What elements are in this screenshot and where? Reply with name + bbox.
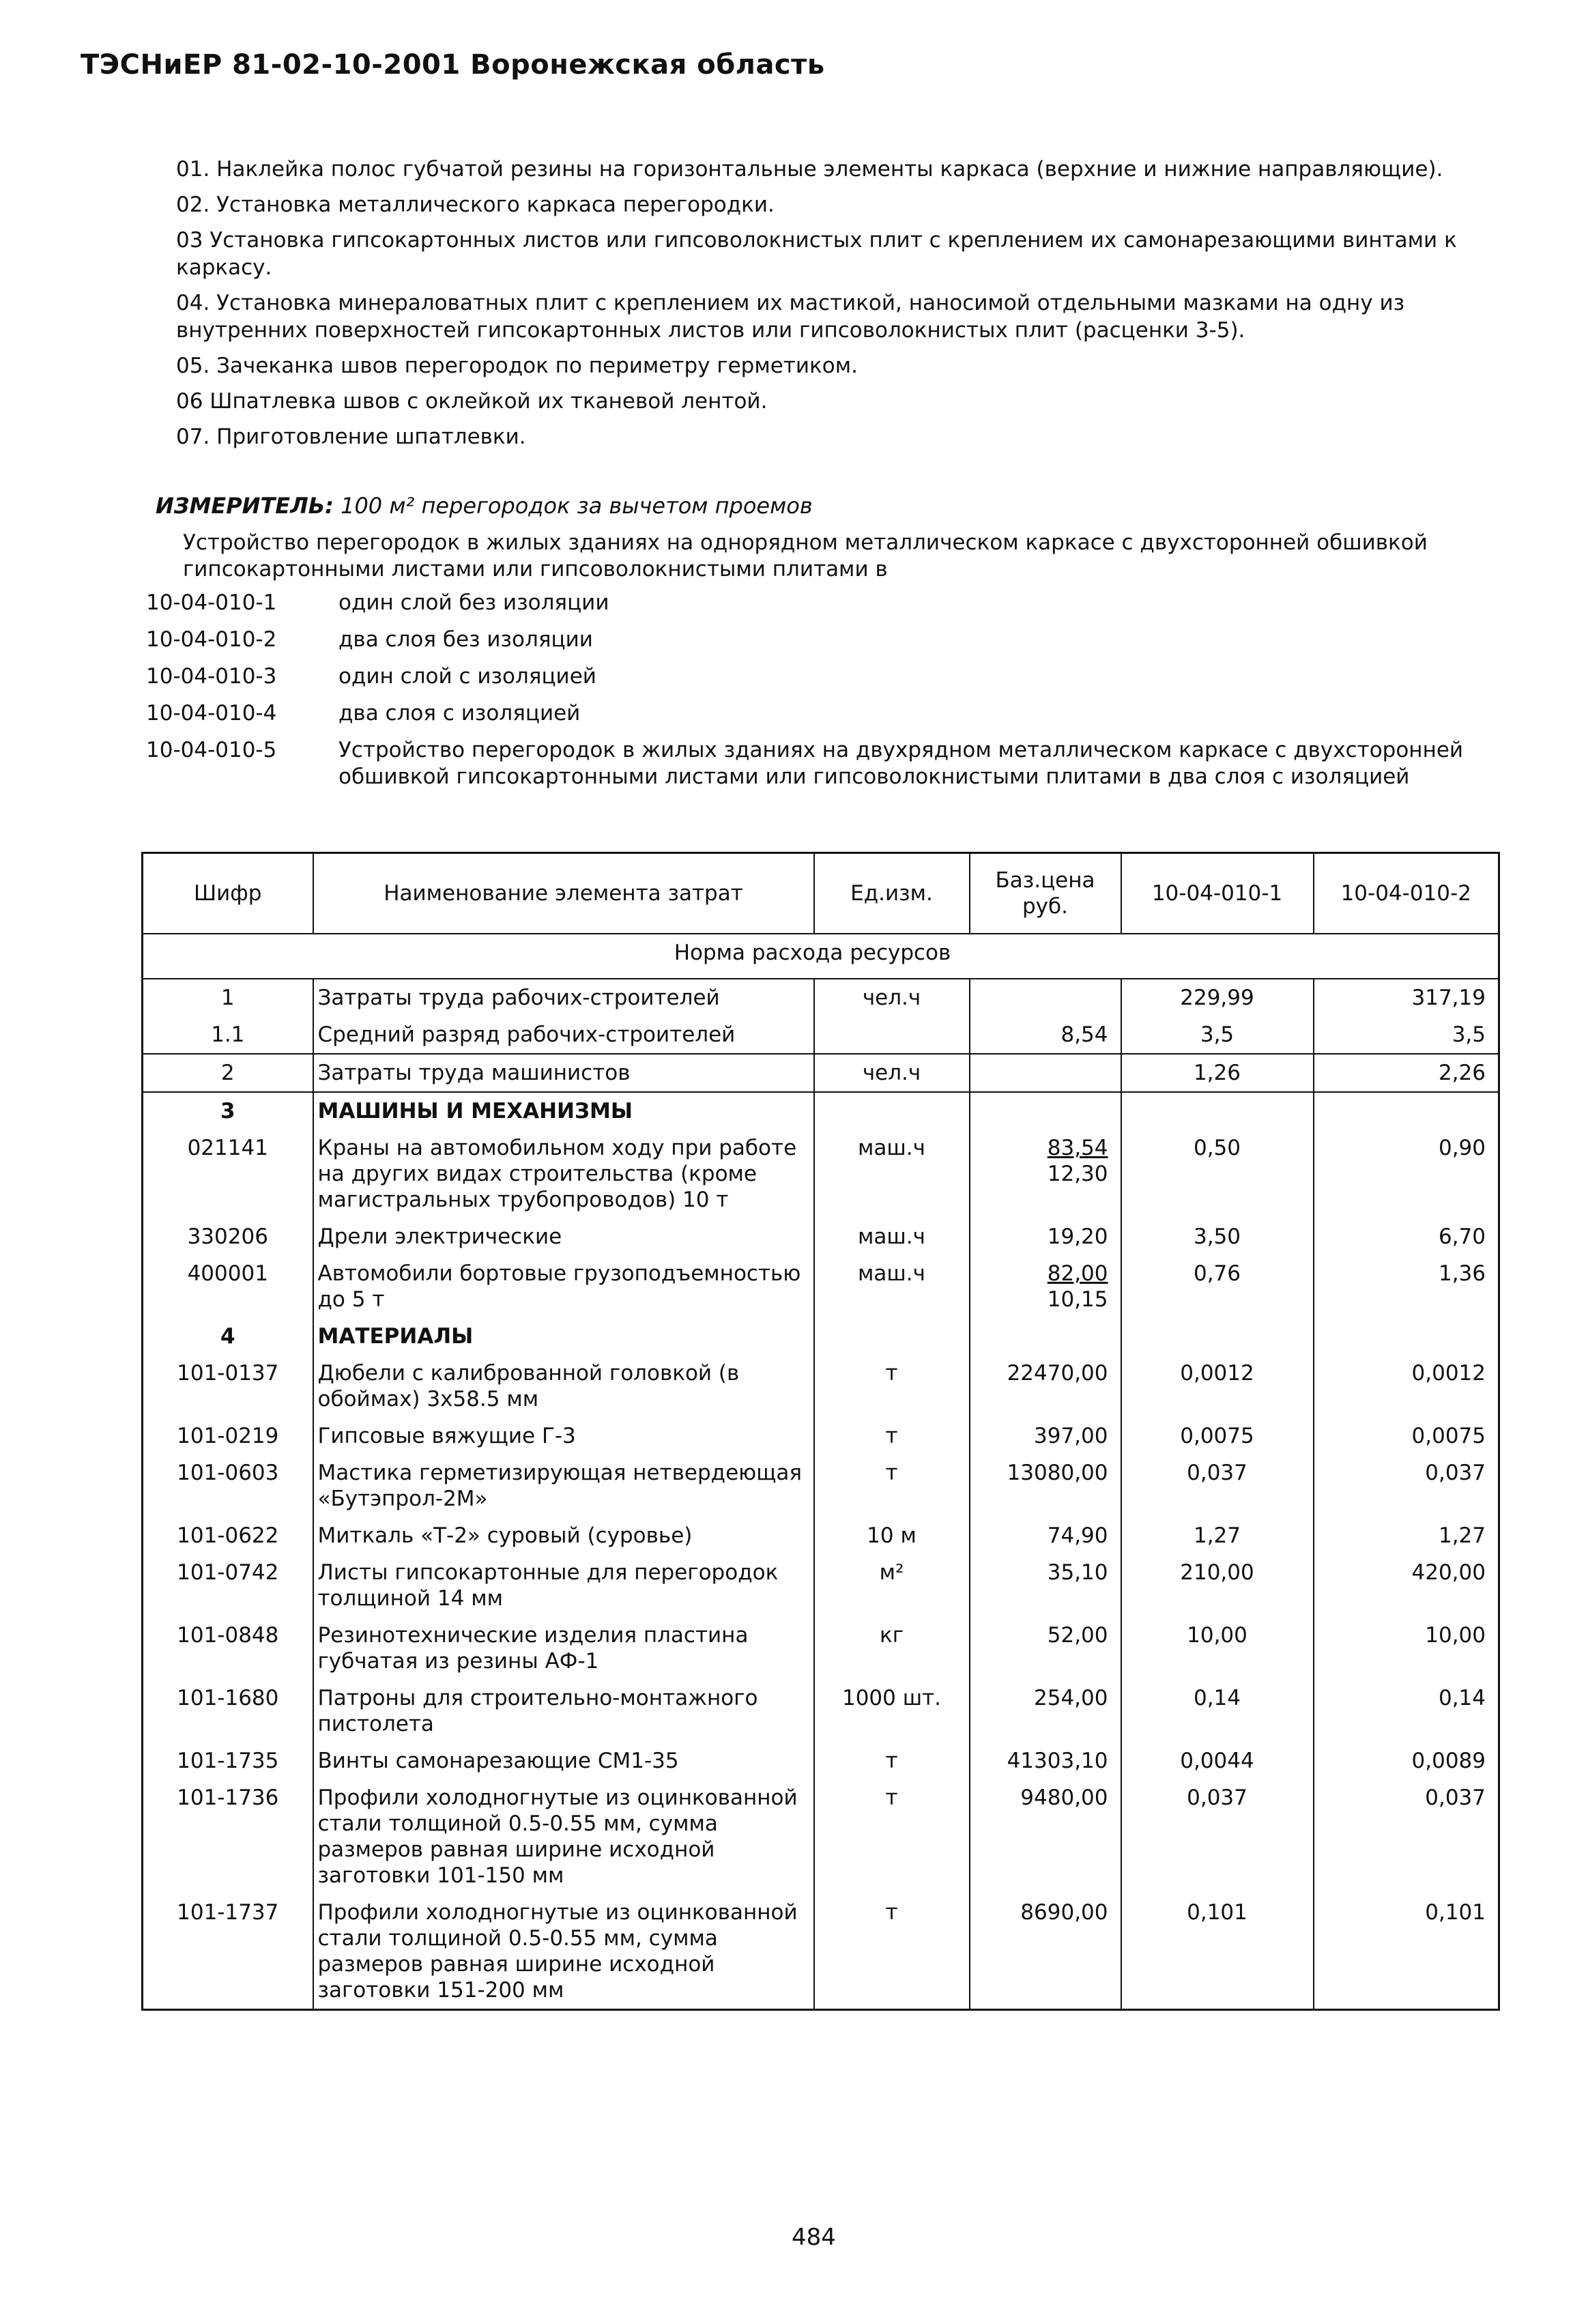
- cell-price: [970, 979, 1121, 1016]
- base-price: 82,00: [1047, 1261, 1108, 1286]
- cell-price: [970, 1355, 1121, 1418]
- work-step: 04. Установка минераловатных плит с креплением их мастикой, наносимой отдельными мазками на одну из внутренних поверхностей гипсокартонных листов или гипсоволокнистых плит (расценки 3-5).: [176, 291, 1405, 343]
- cell-unit: [814, 1092, 970, 1130]
- rate-code: 10-04-010-4: [146, 701, 277, 726]
- cell-name: Затраты труда рабочих-строителей: [313, 979, 814, 1016]
- cell-value-2: 420,00: [1314, 1554, 1499, 1617]
- base-price: 9480,00: [1020, 1785, 1108, 1810]
- header-code: Шифр: [143, 853, 313, 934]
- table-row: [143, 979, 1499, 1016]
- header-name: Наименование элемента затрат: [313, 853, 814, 934]
- base-price: 19,20: [1047, 1224, 1108, 1249]
- cell-unit: маш.ч: [814, 1218, 970, 1255]
- cell-name: Листы гипсокартонные для перегородок толщиной 14 мм: [313, 1554, 814, 1617]
- base-price: 254,00: [1034, 1686, 1108, 1710]
- cell-value-2: 0,0089: [1314, 1742, 1499, 1779]
- cell-name: Профили холодногнутые из оцинкованной стали толщиной 0.5-0.55 мм, сумма размеров равная ширине исходной заготовки 151-200 мм: [313, 1894, 814, 2010]
- cell-price: [970, 1454, 1121, 1517]
- cell-unit: чел.ч: [814, 979, 970, 1016]
- cell-value-1: 3,50: [1121, 1218, 1314, 1255]
- cell-unit: 10 м: [814, 1517, 970, 1554]
- cell-name: Гипсовые вяжущие Г-3: [313, 1418, 814, 1454]
- table-row: [143, 1355, 1499, 1418]
- cell-value-1: 1,26: [1121, 1054, 1314, 1092]
- table-row: [143, 1517, 1499, 1554]
- cell-value-2: 10,00: [1314, 1617, 1499, 1680]
- resources-table: [141, 852, 1500, 2011]
- cell-code: 101-1737: [177, 1900, 279, 1925]
- cell-unit: [814, 1318, 970, 1355]
- cell-value-1: 0,037: [1121, 1454, 1314, 1517]
- work-steps-list: [176, 156, 1493, 459]
- cell-unit: т: [814, 1355, 970, 1418]
- table-row: [143, 1554, 1499, 1617]
- cell-unit: т: [814, 1418, 970, 1454]
- measure-value: 100 м² перегородок за вычетом проемов: [341, 493, 813, 519]
- table-row: [143, 1054, 1499, 1092]
- rate-description: Устройство перегородок в жилых зданиях на двухрядном металлическом каркасе с двухсторонней обшивкой гипсокартонными листами или гипсоволокнистыми плитами в два слоя с изоляцией: [338, 738, 1464, 789]
- cell-value-2: 0,14: [1314, 1680, 1499, 1742]
- cell-value-1: 10,00: [1121, 1617, 1314, 1680]
- base-price: 41303,10: [1007, 1749, 1108, 1773]
- table-row: [143, 1418, 1499, 1454]
- cell-value-2: 0,0012: [1314, 1355, 1499, 1418]
- table-header-row: [143, 853, 1499, 934]
- cell-price: [970, 1894, 1121, 2010]
- cell-unit: кг: [814, 1617, 970, 1680]
- cell-value-1: [1121, 1092, 1314, 1130]
- measure-label: ИЗМЕРИТЕЛЬ:: [156, 493, 334, 519]
- header-unit: Ед.изм.: [814, 853, 970, 934]
- norm-label-row: [143, 934, 1499, 979]
- cell-value-1: 210,00: [1121, 1554, 1314, 1617]
- cell-value-1: 1,27: [1121, 1517, 1314, 1554]
- cell-value-2: [1314, 1318, 1499, 1355]
- cell-name: Патроны для строительно-монтажного пистолета: [313, 1680, 814, 1742]
- cell-value-1: 0,101: [1121, 1894, 1314, 2010]
- cell-name: Дрели электрические: [313, 1218, 814, 1255]
- cell-code: 3: [220, 1099, 235, 1123]
- table-row: [143, 1318, 1499, 1355]
- table-row: [143, 1130, 1499, 1218]
- base-price: 52,00: [1047, 1623, 1108, 1648]
- table-row: [143, 1779, 1499, 1894]
- cell-name: Краны на автомобильном ходу при работе на других видах строительства (кроме магистральных трубопроводов) 10 т: [313, 1130, 814, 1218]
- table-row: [143, 1742, 1499, 1779]
- rate-code: 10-04-010-2: [146, 627, 277, 652]
- work-step: 07. Приготовление шпатлевки.: [176, 425, 526, 449]
- table-row: [143, 1680, 1499, 1742]
- cell-code: 101-1736: [177, 1785, 279, 1810]
- measure-line: [156, 493, 813, 519]
- cell-value-2: 317,19: [1314, 979, 1499, 1016]
- cell-code: 101-0137: [177, 1361, 279, 1386]
- cell-value-1: 0,0044: [1121, 1742, 1314, 1779]
- cell-name: Винты самонарезающие СМ1-35: [313, 1742, 814, 1779]
- base-price: 35,10: [1047, 1560, 1108, 1585]
- rate-code-row: [146, 737, 1511, 790]
- cell-value-2: [1314, 1092, 1499, 1130]
- cell-value-2: 1,36: [1314, 1255, 1499, 1318]
- intro-text: Устройство перегородок в жилых зданиях на однорядном металлическом каркасе с двухсторонней обшивкой гипсокартонными листами или гипсоволокнистыми плитами в: [183, 530, 1428, 582]
- cell-unit: т: [814, 1894, 970, 2010]
- cell-price: [970, 1554, 1121, 1617]
- table-row: [143, 1218, 1499, 1255]
- cell-value-2: 0,101: [1314, 1894, 1499, 2010]
- cell-value-2: 0,0075: [1314, 1418, 1499, 1454]
- cell-name: Профили холодногнутые из оцинкованной стали толщиной 0.5-0.55 мм, сумма размеров равная ширине исходной заготовки 101-150 мм: [313, 1779, 814, 1894]
- cell-value-2: 1,27: [1314, 1517, 1499, 1554]
- cell-price: [970, 1255, 1121, 1318]
- base-price: 13080,00: [1007, 1461, 1108, 1485]
- base-price: 397,00: [1034, 1424, 1108, 1448]
- cell-value-1: 0,14: [1121, 1680, 1314, 1742]
- cell-name: Автомобили бортовые грузоподъемностью до 5 т: [313, 1255, 814, 1318]
- cell-price: [970, 1680, 1121, 1742]
- cell-name: МАШИНЫ И МЕХАНИЗМЫ: [313, 1092, 814, 1130]
- base-price: 22470,00: [1007, 1361, 1108, 1386]
- rate-codes-list: [146, 590, 1511, 801]
- cell-price: [970, 1016, 1121, 1054]
- cell-code: 101-0848: [177, 1623, 279, 1648]
- cell-name: Мастика герметизирующая нетвердеющая «Бутэпрол-2М»: [313, 1454, 814, 1517]
- table-row: [143, 1894, 1499, 2010]
- rate-code: 10-04-010-3: [146, 664, 277, 689]
- cell-value-1: 0,0012: [1121, 1355, 1314, 1418]
- cell-price: [970, 1218, 1121, 1255]
- cell-code: 2: [143, 1054, 313, 1092]
- header-price: Баз.цена руб.: [970, 853, 1121, 934]
- cell-unit: 1000 шт.: [814, 1680, 970, 1742]
- cell-value-1: 0,76: [1121, 1255, 1314, 1318]
- work-step: 02. Установка металлического каркаса перегородки.: [176, 192, 775, 217]
- cell-value-1: 229,99: [1121, 979, 1314, 1016]
- header-col1: 10-04-010-1: [1121, 853, 1314, 934]
- table-row: [143, 1016, 1499, 1054]
- cell-price: [970, 1742, 1121, 1779]
- base-price: 83,54: [1047, 1136, 1108, 1160]
- table-row: [143, 1092, 1499, 1130]
- rate-description: один слой с изоляцией: [338, 664, 596, 689]
- cell-value-1: 0,0075: [1121, 1418, 1314, 1454]
- cell-code: 101-0219: [177, 1424, 279, 1448]
- norm-label: Норма расхода ресурсов: [143, 934, 1499, 979]
- rate-code-row: [146, 700, 1511, 727]
- cell-unit: чел.ч: [814, 1054, 970, 1092]
- rate-code-row: [146, 663, 1511, 690]
- rate-code-row: [146, 590, 1511, 616]
- base-price: 74,90: [1047, 1523, 1108, 1548]
- cell-unit: [814, 1016, 970, 1054]
- wage-price: 12,30: [1047, 1162, 1108, 1186]
- cell-price: [970, 1779, 1121, 1894]
- cell-price: [970, 1418, 1121, 1454]
- cell-unit: м²: [814, 1554, 970, 1617]
- cell-name: Миткаль «Т-2» суровый (суровье): [313, 1517, 814, 1554]
- cell-code: 101-0622: [177, 1523, 279, 1548]
- table-row: [143, 1255, 1499, 1318]
- cell-name: Дюбели с калиброванной головкой (в обоймах) 3х58.5 мм: [313, 1355, 814, 1418]
- cell-value-2: 2,26: [1314, 1054, 1499, 1092]
- rate-code: 10-04-010-1: [146, 590, 277, 615]
- work-step: 05. Зачеканка швов перегородок по периметру герметиком.: [176, 354, 858, 378]
- cell-name: Резинотехнические изделия пластина губчатая из резины АФ-1: [313, 1617, 814, 1680]
- cell-code: 101-1680: [177, 1686, 279, 1710]
- rate-description: два слоя без изоляции: [338, 627, 593, 652]
- cell-price: [970, 1054, 1121, 1092]
- cell-value-1: 0,50: [1121, 1130, 1314, 1218]
- cell-name: Затраты труда машинистов: [313, 1054, 814, 1092]
- cell-unit: т: [814, 1779, 970, 1894]
- cell-name: Средний разряд рабочих-строителей: [313, 1016, 814, 1054]
- page-number: 484: [792, 2224, 836, 2251]
- cell-code: 101-1735: [177, 1749, 279, 1773]
- rate-description: два слоя с изоляцией: [338, 701, 581, 726]
- header-col2: 10-04-010-2: [1314, 853, 1499, 934]
- wage-price: 10,15: [1047, 1287, 1108, 1312]
- table-row: [143, 1454, 1499, 1517]
- cell-code: 021141: [187, 1136, 268, 1160]
- cell-value-1: [1121, 1318, 1314, 1355]
- rate-description: один слой без изоляции: [338, 590, 609, 615]
- cell-code: 1.1: [143, 1016, 313, 1054]
- cell-price: [970, 1318, 1121, 1355]
- cell-code: 101-0742: [177, 1560, 279, 1585]
- cell-code: 101-0603: [177, 1461, 279, 1485]
- rate-code-row: [146, 627, 1511, 653]
- cell-code: 1: [220, 986, 235, 1010]
- work-step: 06 Шпатлевка швов с оклейкой их тканевой лентой.: [176, 389, 768, 414]
- cell-value-2: 0,037: [1314, 1779, 1499, 1894]
- cell-value-2: 0,90: [1314, 1130, 1499, 1218]
- cell-price: [970, 1130, 1121, 1218]
- cell-unit: т: [814, 1742, 970, 1779]
- base-price: 8690,00: [1020, 1900, 1108, 1925]
- cell-value-2: 3,5: [1314, 1016, 1499, 1054]
- cell-value-1: 3,5: [1121, 1016, 1314, 1054]
- table-row: [143, 1617, 1499, 1680]
- work-step: 03 Установка гипсокартонных листов или гипсоволокнистых плит с креплением их самонарезающими винтами к каркасу.: [176, 228, 1457, 280]
- cell-name: МАТЕРИАЛЫ: [313, 1318, 814, 1355]
- cell-value-2: 0,037: [1314, 1454, 1499, 1517]
- cell-value-2: 6,70: [1314, 1218, 1499, 1255]
- cell-unit: маш.ч: [814, 1130, 970, 1218]
- cell-code: 330206: [187, 1224, 268, 1249]
- cell-price: [970, 1617, 1121, 1680]
- cell-code: 400001: [187, 1261, 268, 1286]
- cell-price: [970, 1517, 1121, 1554]
- work-step: 01. Наклейка полос губчатой резины на горизонтальные элементы каркаса (верхние и нижние направляющие).: [176, 157, 1443, 182]
- cell-value-1: 0,037: [1121, 1779, 1314, 1894]
- cell-price: [970, 1092, 1121, 1130]
- cell-unit: маш.ч: [814, 1255, 970, 1318]
- document-title: ТЭСНиЕР 81-02-10-2001 Воронежская область: [81, 49, 825, 81]
- cell-unit: т: [814, 1454, 970, 1517]
- base-price: 8,54: [1060, 1022, 1108, 1047]
- rate-code: 10-04-010-5: [146, 738, 277, 762]
- cell-code: 4: [220, 1324, 235, 1349]
